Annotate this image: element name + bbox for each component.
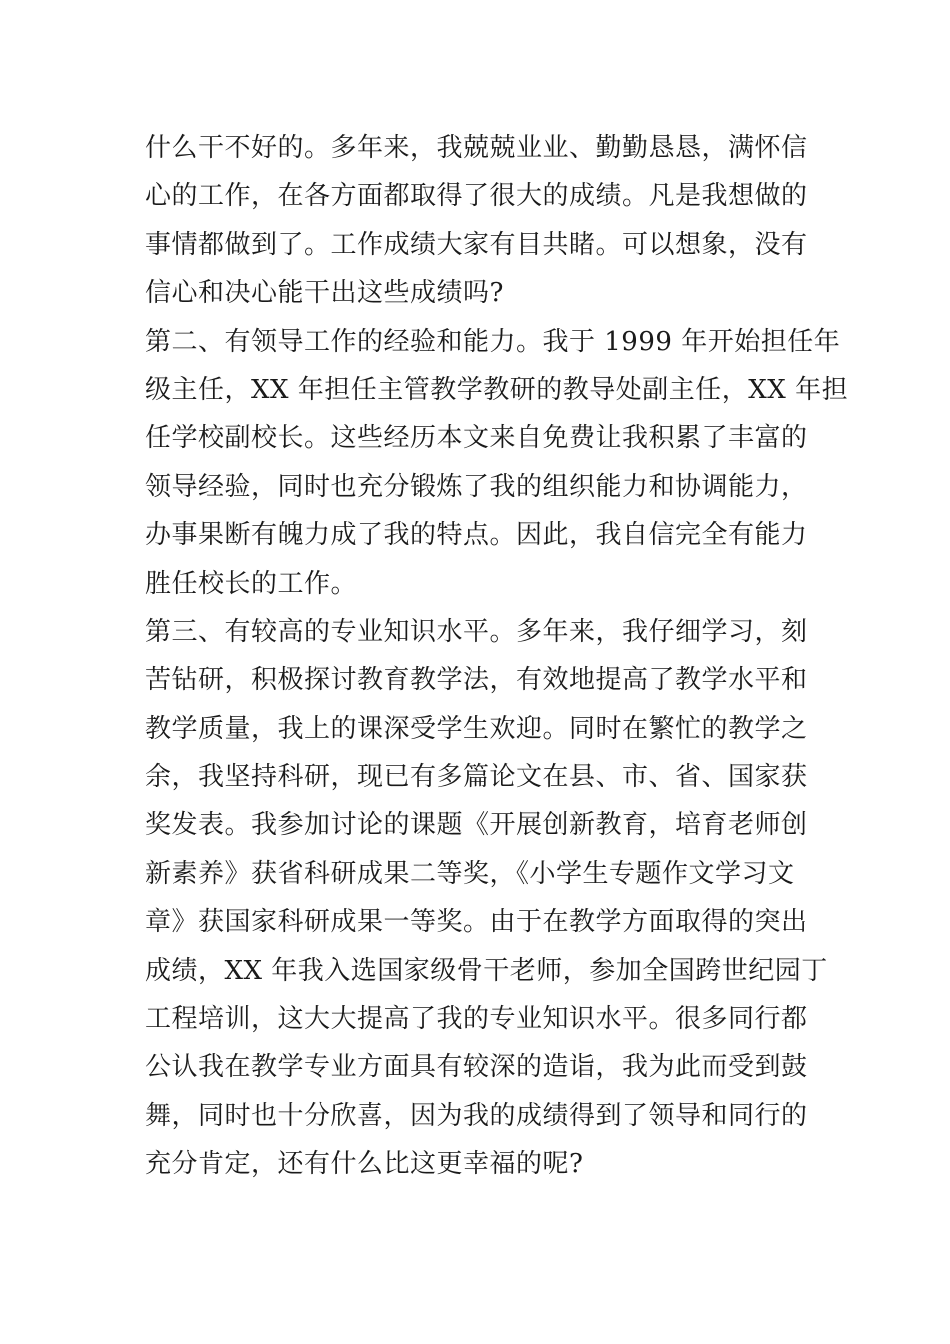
text-line-21: 舞，同时也十分欣喜，因为我的成绩得到了领导和同行的 (145, 1100, 808, 1131)
text-line-15: 奖发表。我参加讨论的课题《开展创新教育，培育老师创 (145, 810, 808, 841)
text-line-7: 任学校副校长。这些经历本文来自免费让我积累了丰富的 (145, 423, 808, 454)
text-line-4: 信心和决心能干出这些成绩吗? (145, 278, 504, 309)
text-line-22: 充分肯定，还有什么比这更幸福的呢? (145, 1149, 584, 1180)
text-line-17: 章》获国家科研成果一等奖。由于在教学方面取得的突出 (145, 907, 808, 938)
text-line-19: 工程培训，这大大提高了我的专业知识水平。很多同行都 (145, 1004, 808, 1035)
text-line-9: 办事果断有魄力成了我的特点。因此，我自信完全有能力 (145, 520, 808, 551)
text-line-14: 余，我坚持科研，现已有多篇论文在县、市、省、国家获 (145, 762, 808, 793)
text-line-2: 心的工作，在各方面都取得了很大的成绩。凡是我想做的 (145, 181, 808, 212)
text-line-1: 什么干不好的。多年来，我兢兢业业、勤勤恳恳，满怀信 (145, 133, 808, 163)
body-text (145, 124, 849, 1189)
text-line-18: 成绩，XX 年我入选国家级骨干老师，参加全国跨世纪园丁 (145, 955, 828, 986)
text-line-10: 胜任校长的工作。 (145, 568, 358, 599)
text-line-12: 苦钻研，积极探讨教育教学法，有效地提高了教学水平和 (145, 665, 808, 696)
text-line-6: 级主任，XX 年担任主管教学教研的教导处副主任，XX 年担 (145, 374, 849, 405)
text-line-8: 领导经验，同时也充分锻炼了我的组织能力和协调能力， (145, 471, 808, 502)
text-line-11: 第三、有较高的专业知识水平。多年来，我仔细学习，刻 (145, 616, 808, 647)
text-line-3: 事情都做到了。工作成绩大家有目共睹。可以想象，没有 (145, 229, 808, 260)
text-line-20: 公认我在教学专业方面具有较深的造诣，我为此而受到鼓 (145, 1052, 808, 1083)
text-line-5: 第二、有领导工作的经验和能力。我于 1999 年开始担任年 (145, 326, 841, 357)
text-line-16: 新素养》获省科研成果二等奖，《小学生专题作文学习文 (145, 858, 795, 889)
text-line-13: 教学质量，我上的课深受学生欢迎。同时在繁忙的教学之 (145, 713, 808, 744)
